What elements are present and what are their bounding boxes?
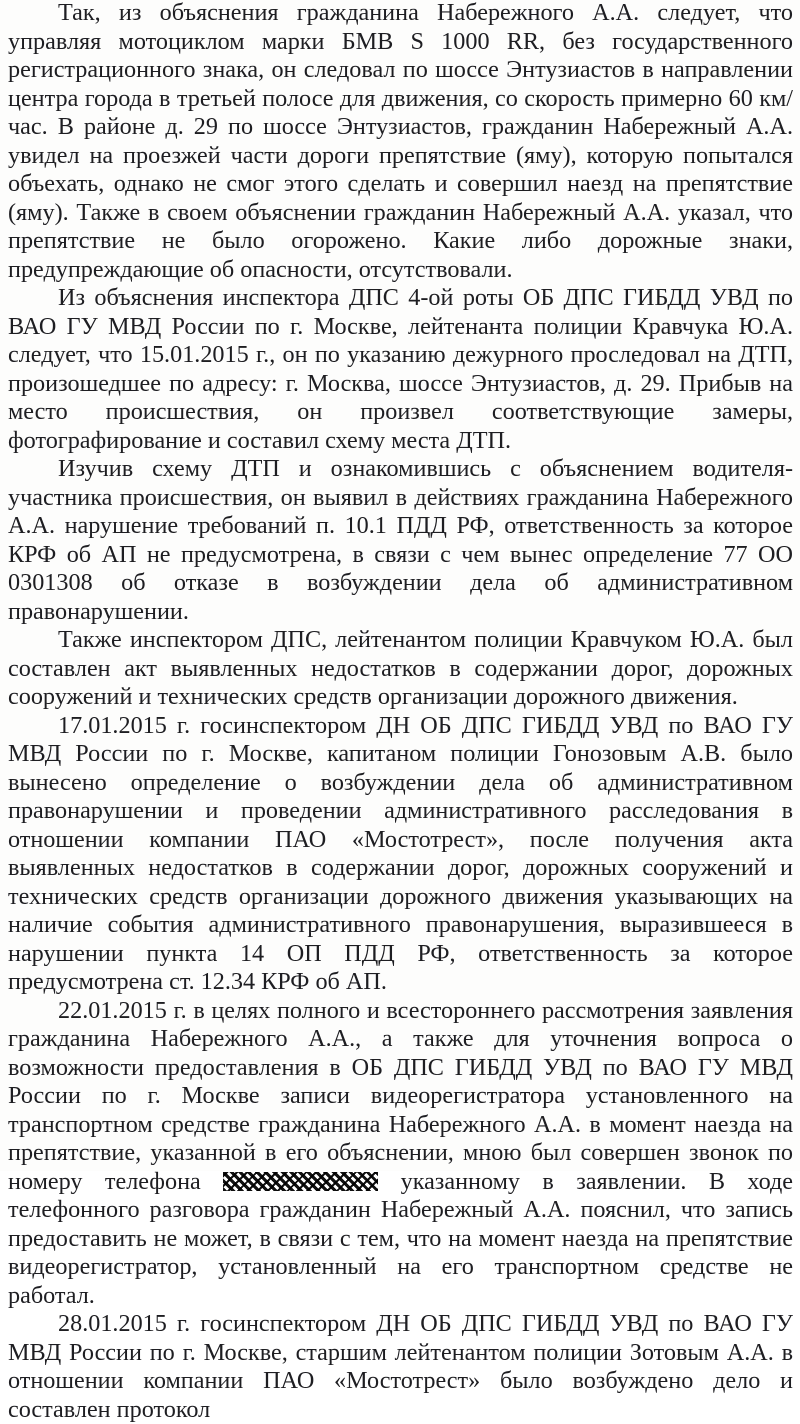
document-body xyxy=(8,0,793,1424)
phone-call-text: 22.01.2015 г. в целях полного и всестороннего рассмотрения заявления гражданина Набережного А.А., а также для уточнения вопроса о возможности предоставления в ОБ ДПС ГИБДД УВД по ВАО ГУ МВД России по г. Москве записи видеорегистратора установленного на транспортном средстве гражданина Набережного А.А. в момент наезда на препятствие, указанной в его объяснении, мною был совершен звонок по номеру телефона xyxy=(8,996,793,1195)
paragraph-nabrezhny-explanation: Так, из объяснения гражданина Набережного А.А. следует, что управляя мотоциклом марки БМВ S 1000 RR, без государственного регистрационного знака, он следовал по шоссе Энтузиастов в направлении центра города в третьей полосе для движения, со скорость примерно 60 км/час. В районе д. 29 по шоссе Энтузиастов, гражданин Набережный А.А. увидел на проезжей части дороги препятствие (яму), которую попытался объехать, однако не смог этого сделать и совершил наезд на препятствие (яму). Также в своем объяснении гражданин Набережный А.А. указал, что препятствие не было огорожено. Какие либо дорожные знаки, предупреждающие об опасности, отсутствовали. xyxy=(8,0,793,283)
paragraph-case-initiation: 17.01.2015 г. госинспектором ДН ОБ ДПС ГИБДД УВД по ВАО ГУ МВД России по г. Москве, капитаном полиции Гонозовым А.В. было вынесено определение о возбуждении дела об административном правонарушении и проведении административного расследования в отношении компании ПАО «Мостотрест», после получения акта выявленных недостатков в содержании дорог, дорожных сооружений и технических средств организации дорожного движения указывающих на наличие события административного правонарушения, выразившееся в нарушении пункта 14 ОП ПДД РФ, ответственность за которое предусмотрена ст. 12.34 КРФ об АП. xyxy=(8,711,793,995)
redacted-phone-number xyxy=(223,1172,378,1191)
phone-call-continuation: указанному в заявлении. В ходе телефонного разговора гражданин Набережный А.А. пояснил, что запись предоставить не может, в связи с тем, что на момент наезда на препятствие видеорегистратор, установленный на его транспортном средстве не работал. xyxy=(8,1167,794,1309)
paragraph-scheme-study: Изучив схему ДТП и ознакомившись с объяснением водителя-участника происшествия, он выявил в действиях гражданина Набережного А.А. нарушение требований п. 10.1 ПДД РФ, ответственность за которое КРФ об АП не предусмотрена, в связи с чем вынес определение 77 ОО 0301308 об отказе в возбуждении дела об административном правонарушении. xyxy=(8,455,793,625)
paragraph-deficiency-act: Также инспектором ДПС, лейтенантом полиции Кравчуком Ю.А. был составлен акт выявленных недостатков в содержании дорог, дорожных сооружений и технических средств организации дорожного движения. xyxy=(8,626,793,710)
paragraph-protocol: 28.01.2015 г. госинспектором ДН ОБ ДПС ГИБДД УВД по ВАО ГУ МВД России по г. Москве, старшим лейтенантом полиции Зотовым А.А. в отношении компании ПАО «Мостотрест» было возбуждено дело и составлен протокол xyxy=(8,1310,793,1423)
paragraph-inspector-explanation: Из объяснения инспектора ДПС 4-ой роты ОБ ДПС ГИБДД УВД по ВАО ГУ МВД России по г. Москве, лейтенанта полиции Кравчука Ю.А. следует, что 15.01.2015 г., он по указанию дежурного проследовал на ДТП, произошедшее по адресу: г. Москва, шоссе Энтузиастов, д. 29. Прибыв на место происшествия, он произвел соответствующие замеры, фотографирование и составил схему места ДТП. xyxy=(8,284,793,454)
paragraph-phone-call xyxy=(8,997,793,1311)
